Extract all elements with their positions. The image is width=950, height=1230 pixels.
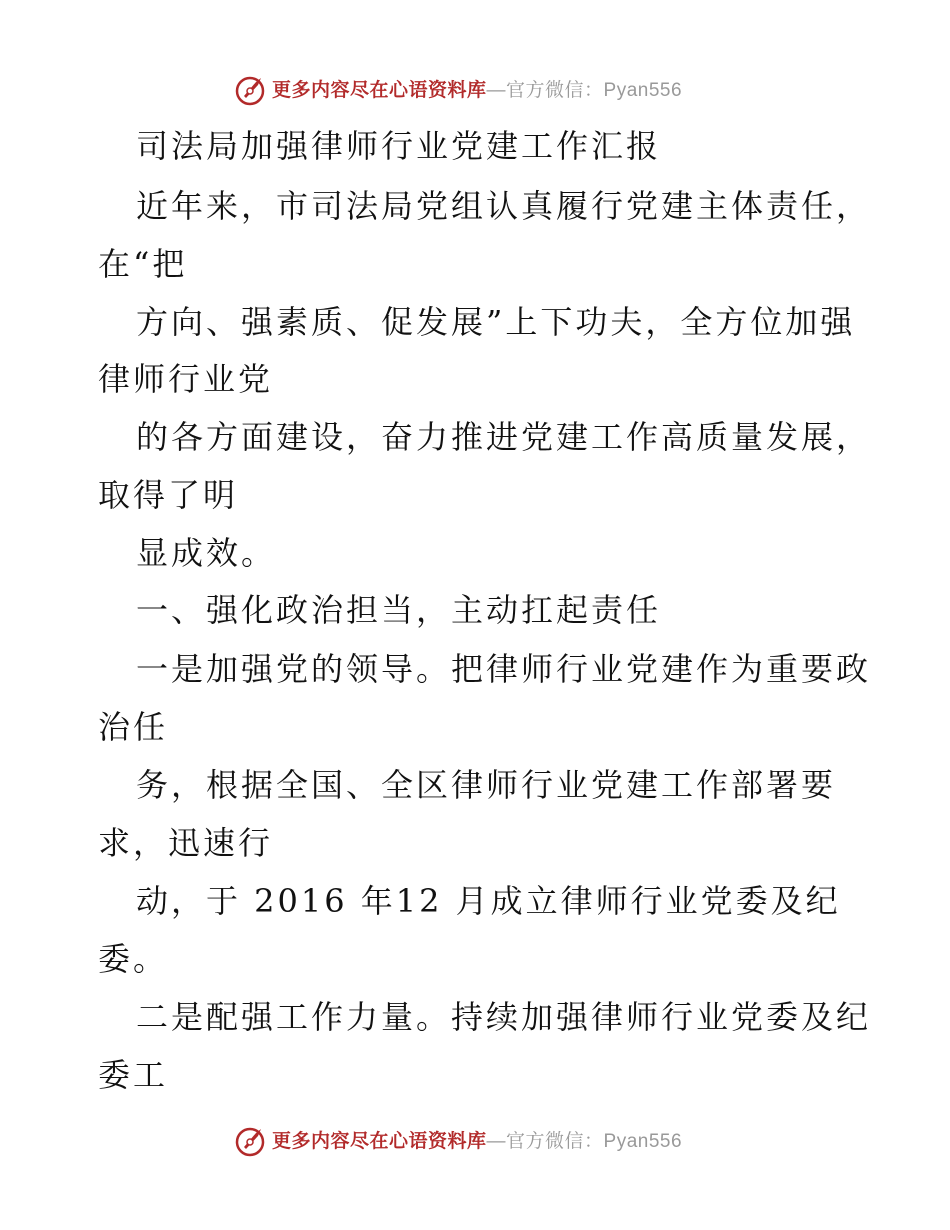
more-content-link[interactable]: 更多内容尽在心语资料库 <box>272 79 487 101</box>
pen-nib-logo-icon <box>234 1125 268 1157</box>
paragraph-line: 动，于 2016 年12 月成立律师行业党委及纪 <box>136 882 841 920</box>
paragraph-line: 律师行业党 <box>98 360 274 398</box>
wechat-id-text: 官方微信：Pyan556 <box>506 80 683 101</box>
header-banner <box>0 72 950 108</box>
wechat-id-text: 官方微信：Pyan556 <box>506 1131 683 1152</box>
paragraph-line: 一是加强党的领导。把律师行业党建作为重要政 <box>136 650 872 688</box>
pen-nib-logo-icon <box>234 74 268 106</box>
more-content-link[interactable]: 更多内容尽在心语资料库 <box>272 1130 487 1152</box>
banner-dash: — <box>486 80 507 101</box>
paragraph-line: 的各方面建设，奋力推进党建工作高质量发展， <box>136 418 872 456</box>
paragraph-line: 取得了明 <box>98 476 239 514</box>
paragraph-line: 委。 <box>98 940 169 978</box>
paragraph-line: 委工 <box>98 1056 169 1094</box>
document-title: 司法局加强律师行业党建工作汇报 <box>136 127 662 165</box>
footer-banner <box>0 1123 950 1159</box>
paragraph-line: 在“把 <box>98 245 188 283</box>
paragraph-line: 求，迅速行 <box>98 824 274 862</box>
paragraph-line: 近年来，市司法局党组认真履行党建主体责任， <box>136 187 872 225</box>
paragraph-line: 显成效。 <box>136 534 277 572</box>
paragraph-line: 治任 <box>98 708 169 746</box>
paragraph-line: 方向、强素质、促发展”上下功夫，全方位加强 <box>136 303 856 341</box>
banner-dash: — <box>486 1131 507 1152</box>
section-heading: 一、强化政治担当，主动扛起责任 <box>136 591 662 629</box>
paragraph-line: 二是配强工作力量。持续加强律师行业党委及纪 <box>136 998 872 1036</box>
paragraph-line: 务，根据全国、全区律师行业党建工作部署要 <box>136 766 837 804</box>
